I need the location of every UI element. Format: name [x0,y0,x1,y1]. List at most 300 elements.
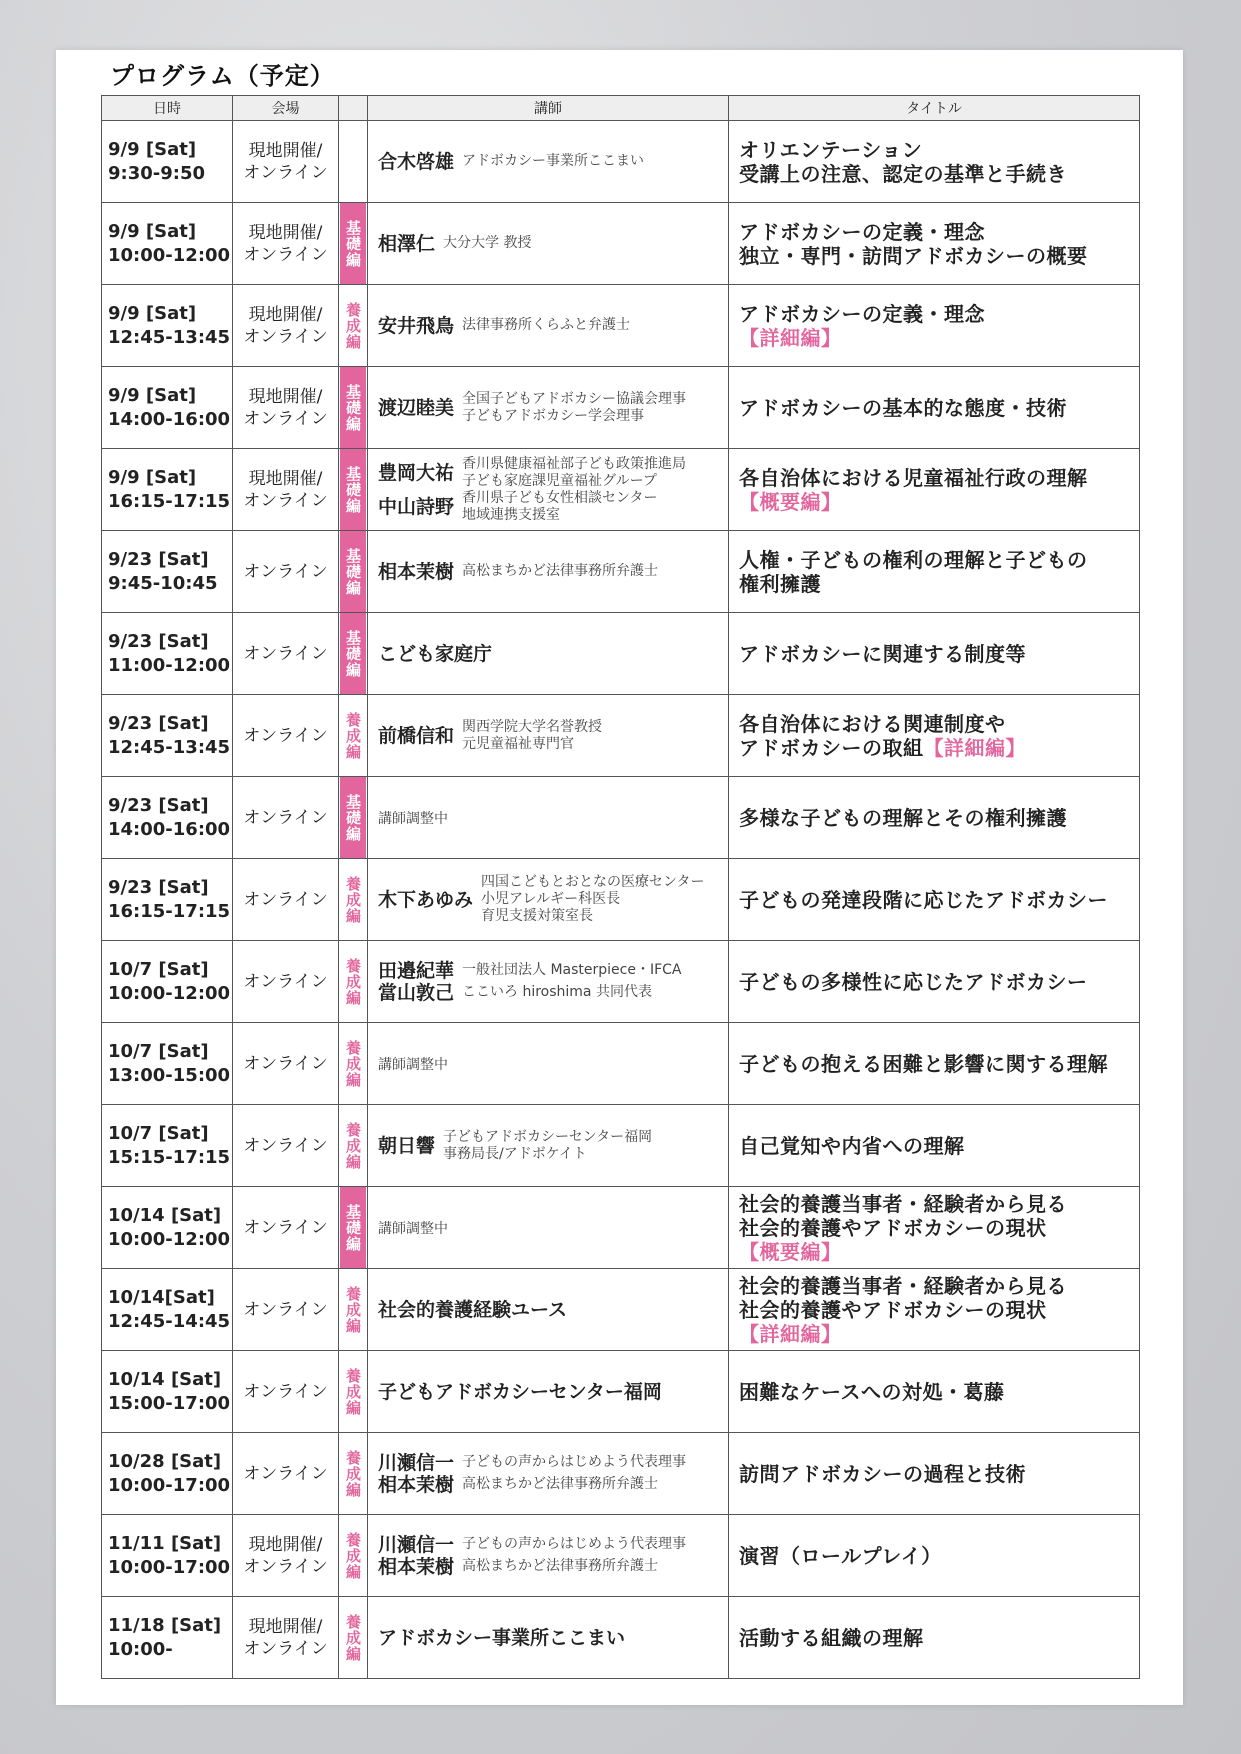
lecturer-cell [368,285,729,367]
lecturer-affiliation [462,490,657,524]
venue-line: オンライン [243,1638,328,1659]
type-badge-text: 養成編 [344,711,362,760]
date-cell [102,1105,233,1187]
title-cell [729,1187,1140,1269]
date-cell [102,1515,233,1597]
venue-cell [233,121,339,203]
venue-cell [233,1023,339,1105]
lecturer-cell [368,1597,729,1679]
lecturer-cell [368,1515,729,1597]
lecturer-cell [368,1023,729,1105]
session-time: 14:00-16:00 [108,408,231,430]
table-row [102,695,1140,777]
affiliation-line: 四国こどもとおとなの医療センター [481,874,705,890]
session-date: 9/9 [Sat] [108,220,197,242]
title-line: 多様な子どもの理解とその権利擁護 [739,805,1067,830]
type-badge [340,1187,366,1268]
title-line: 独立・専門・訪問アドボカシーの概要 [739,243,1088,268]
title-cell [729,859,1140,941]
title-line: アドボカシーの定義・理念 [739,301,985,326]
venue-line: オンライン [243,1463,328,1484]
table-row [102,203,1140,285]
program-table [101,95,1140,1679]
type-badge-text: 養成編 [344,1285,362,1334]
lecturer-cell [368,449,729,531]
title-line: 子どもの発達段階に応じたアドボカシー [739,887,1108,912]
session-time: 14:00-16:00 [108,818,231,840]
title-cell [729,941,1140,1023]
lecturer-name: 子どもアドボカシーセンター福岡 [378,1380,662,1403]
session-date: 9/23 [Sat] [108,794,209,816]
session-date: 9/9 [Sat] [108,302,197,324]
session-date: 9/23 [Sat] [108,630,209,652]
type-badge-text: 基礎編 [344,383,362,432]
title-line: 社会的養護当事者・経験者から見る [739,1273,1067,1298]
type-badge-text: 基礎編 [344,1203,362,1252]
type-cell [339,613,368,695]
table-row [102,1187,1140,1269]
type-cell [339,285,368,367]
lecturer-name: アドボカシー事業所ここまい [378,1626,626,1649]
session-time: 13:00-15:00 [108,1064,231,1086]
title-line: アドボカシーの定義・理念 [739,219,985,244]
venue-line: オンライン [243,1381,328,1402]
type-badge [340,941,366,1022]
lecturer-name: 田邉紀華 [378,959,455,982]
type-badge [340,859,366,940]
date-cell [102,1187,233,1269]
type-badge [340,203,366,284]
title-cell [729,531,1140,613]
title-cell [729,613,1140,695]
type-cell [339,121,368,203]
type-badge-text: 養成編 [344,1531,362,1580]
title-line: 訪問アドボカシーの過程と技術 [739,1461,1026,1486]
lecturer-name: 相澤仁 [378,232,436,255]
date-cell [102,1433,233,1515]
session-date: 10/14 [Sat] [108,1204,222,1226]
type-badge [340,777,366,858]
lecturer-name: 合木啓雄 [378,150,455,173]
lecturer-entry [378,960,728,982]
table-row [102,1515,1140,1597]
venue-line: オンライン [243,1299,328,1320]
type-badge [340,367,366,448]
title-cell [729,777,1140,859]
lecturer-entry [378,151,728,173]
session-time: 10:00-12:00 [108,244,231,266]
venue-cell [233,695,339,777]
venue-cell [233,1515,339,1597]
date-cell [102,203,233,285]
type-cell [339,531,368,613]
venue-cell [233,1105,339,1187]
session-time: 10:00-12:00 [108,1228,231,1250]
venue-line: オンライン [243,162,328,183]
affiliation-line: 子どもアドボカシーセンター福岡 [443,1128,653,1145]
venue-cell [233,777,339,859]
venue-line: 現地開催/ [248,304,323,325]
lecturer-note: 講師調整中 [378,1056,448,1073]
type-cell [339,203,368,285]
table-row [102,285,1140,367]
venue-cell [233,531,339,613]
title-cell [729,695,1140,777]
session-date: 9/9 [Sat] [108,138,197,160]
title-line: 社会的養護当事者・経験者から見る [739,1191,1067,1216]
lecturer-name: 社会的養護経験ユース [378,1298,568,1321]
affiliation-line: 子ども家庭課児童福祉グループ [462,472,657,489]
title-line: アドボカシーの取組【詳細編】 [739,735,1026,760]
date-cell [102,1351,233,1433]
header-type [339,96,368,121]
date-cell [102,695,233,777]
type-cell [339,449,368,531]
lecturer-entry [378,982,728,1004]
session-date: 10/14 [Sat] [108,1368,222,1390]
type-badge [340,1023,366,1104]
type-badge [340,1597,366,1678]
title-line: 人権・子どもの権利の理解と子どもの [739,547,1088,572]
venue-cell [233,613,339,695]
lecturer-note: 講師調整中 [378,1220,448,1237]
date-cell [102,1269,233,1351]
lecturer-affiliation [462,962,682,979]
type-badge-text: 養成編 [344,1039,362,1088]
type-badge-text: 養成編 [344,1449,362,1498]
affiliation-line: 全国子どもアドボカシー協議会理事 [462,390,687,407]
date-cell [102,449,233,531]
type-cell [339,367,368,449]
type-cell [339,1433,368,1515]
lecturer-entry [378,315,728,337]
lecturer-affiliation [443,235,531,252]
table-header-row [102,96,1140,121]
lecturer-name: 相本茉樹 [378,560,455,583]
table-row [102,1269,1140,1351]
type-badge [340,695,366,776]
type-badge-text: 養成編 [344,875,362,924]
session-time: 16:15-17:15 [108,490,231,512]
lecturer-cell [368,1269,729,1351]
lecturer-name: 豊岡大祐 [378,461,455,484]
lecturer-entry [378,874,728,925]
session-date: 9/9 [Sat] [108,384,197,406]
lecturer-cell [368,859,729,941]
lecturer-entry [378,1452,728,1474]
type-badge-text: 基礎編 [344,219,362,268]
lecturer-affiliation [462,1476,658,1493]
session-time: 10:00-17:00 [108,1474,231,1496]
session-date: 11/18 [Sat] [108,1614,222,1636]
session-time: 12:45-13:45 [108,326,231,348]
table-row [102,777,1140,859]
type-badge-text: 養成編 [344,1367,362,1416]
lecturer-cell [368,1105,729,1187]
type-cell [339,859,368,941]
lecturer-affiliation [462,1558,658,1575]
session-time: 10:00-12:00 [108,982,231,1004]
session-date: 10/28 [Sat] [108,1450,222,1472]
session-date: 10/7 [Sat] [108,958,209,980]
page-title: プログラム（予定） [110,62,335,90]
type-badge-text: 基礎編 [344,465,362,514]
venue-line: オンライン [243,244,328,265]
lecturer-affiliation [462,1536,686,1553]
venue-line: オンライン [243,326,328,347]
title-cell [729,121,1140,203]
lecturer-affiliation [462,563,658,580]
title-line: オリエンテーション [739,137,923,162]
session-time: 11:00-12:00 [108,654,231,676]
title-tag: 【詳細編】 [923,735,1026,760]
venue-line: オンライン [243,889,328,910]
lecturer-cell [368,1351,729,1433]
lecturer-entry [378,1627,728,1649]
venue-line: オンライン [243,1053,328,1074]
lecturer-name: 渡辺睦美 [378,396,455,419]
title-line: 社会的養護やアドボカシーの現状 [739,1297,1047,1322]
session-time: 9:30-9:50 [108,162,206,184]
lecturer-cell [368,613,729,695]
venue-line: 現地開催/ [248,1534,323,1555]
type-badge-text: 養成編 [344,957,362,1006]
venue-line: オンライン [243,1556,328,1577]
lecturer-affiliation [443,1129,652,1163]
title-line: 困難なケースへの対処・葛藤 [739,1379,1005,1404]
table-row [102,941,1140,1023]
venue-cell [233,1433,339,1515]
type-cell [339,777,368,859]
lecturer-name: 安井飛鳥 [378,314,455,337]
affiliation-line: 高松まちかど法律事務所弁護士 [462,1476,659,1492]
lecturer-cell [368,1433,729,1515]
title-cell [729,285,1140,367]
lecturer-cell [368,1187,729,1269]
venue-line: オンライン [243,490,328,511]
lecturer-name: 相本茉樹 [378,1555,455,1578]
lecturer-affiliation [481,874,704,925]
title-tag: 【概要編】 [739,489,842,514]
table-row [102,1023,1140,1105]
title-line: アドボカシーの基本的な態度・技術 [739,395,1067,420]
type-badge [340,531,366,612]
title-tag: 【詳細編】 [739,1321,842,1346]
lecturer-entry [378,1129,728,1163]
lecturer-affiliation [462,1454,686,1471]
header-venue: 会場 [233,96,339,121]
type-badge [340,285,366,366]
session-time: 9:45-10:45 [108,572,218,594]
lecturer-name: 木下あゆみ [378,888,474,911]
venue-line: 現地開催/ [248,468,323,489]
type-badge-text: 基礎編 [344,793,362,842]
affiliation-line: 地域連携支援室 [462,506,561,523]
type-cell [339,1515,368,1597]
lecturer-entry [378,1474,728,1496]
title-cell [729,1515,1140,1597]
affiliation-line: 育児支援対策室長 [481,908,594,924]
venue-cell [233,203,339,285]
title-tag: 【概要編】 [739,1239,842,1264]
title-cell [729,1597,1140,1679]
lecturer-name: 川瀬信一 [378,1451,455,1474]
type-cell [339,695,368,777]
header-title: タイトル [729,96,1140,121]
table-row [102,531,1140,613]
venue-line: オンライン [243,561,328,582]
title-cell [729,367,1140,449]
date-cell [102,531,233,613]
lecturer-entry [378,1299,728,1321]
session-time: 12:45-13:45 [108,736,231,758]
affiliation-line: 事務局長/アドボケイト [443,1145,587,1162]
title-cell [729,1105,1140,1187]
lecturer-affiliation [462,153,644,170]
title-line: 演習（ロールプレイ） [739,1543,942,1568]
lecturer-cell [368,941,729,1023]
session-time: 10:00- [108,1638,173,1660]
affiliation-line: 香川県子ども女性相談センター [462,489,658,506]
date-cell [102,777,233,859]
affiliation-line: ここいろ hiroshima 共同代表 [462,984,652,1000]
title-line: 各自治体における関連制度や [739,711,1006,736]
lecturer-entry [378,561,728,583]
affiliation-line: アドボカシー事業所ここまい [462,153,645,169]
lecturer-name: 當山敦己 [378,981,455,1004]
session-time: 15:00-17:00 [108,1392,231,1414]
lecturer-note: 講師調整中 [378,810,448,827]
lecturer-name: 相本茉樹 [378,1473,455,1496]
affiliation-line: 一般社団法人 Masterpiece・IFCA [462,962,682,978]
lecturer-affiliation [462,391,686,425]
venue-line: オンライン [243,408,328,429]
venue-line: オンライン [243,643,328,664]
date-cell [102,859,233,941]
lecturer-entry [378,233,728,255]
session-time: 15:15-17:15 [108,1146,231,1168]
lecturer-entry [378,490,728,524]
type-badge [340,613,366,694]
title-cell [729,1351,1140,1433]
title-line: 各自治体における児童福祉行政の理解 [739,465,1088,490]
title-cell [729,203,1140,285]
lecturer-entry [378,1534,728,1556]
venue-cell [233,285,339,367]
title-line: 子どもの多様性に応じたアドボカシー [739,969,1088,994]
venue-line: オンライン [243,971,328,992]
session-date: 10/7 [Sat] [108,1040,209,1062]
title-line: 自己覚知や内省への理解 [739,1133,965,1158]
type-badge-text: 養成編 [344,1121,362,1170]
session-time: 12:45-14:45 [108,1310,231,1332]
session-date: 9/23 [Sat] [108,712,209,734]
lecturer-affiliation [462,456,686,490]
table-row [102,367,1140,449]
type-badge-text: 基礎編 [344,547,362,596]
affiliation-line: 子どもの声からはじめよう代表理事 [462,1454,687,1470]
lecturer-name: こども家庭庁 [378,642,493,665]
type-cell [339,1269,368,1351]
title-line: アドボカシーに関連する制度等 [739,641,1026,666]
affiliation-line: 法律事務所くらふと弁護士 [462,317,631,333]
date-cell [102,121,233,203]
title-cell [729,1269,1140,1351]
type-cell [339,1597,368,1679]
venue-cell [233,449,339,531]
lecturer-name: 朝日響 [378,1134,436,1157]
venue-cell [233,859,339,941]
lecturer-affiliation [462,317,630,334]
title-line: 受講上の注意、認定の基準と手続き [739,161,1067,186]
lecturer-cell [368,531,729,613]
title-tag: 【詳細編】 [739,325,842,350]
table-body [102,121,1140,1679]
type-badge-text: 養成編 [344,301,362,350]
lecturer-name: 前橋信和 [378,724,455,747]
table-row [102,613,1140,695]
venue-line: 現地開催/ [248,222,323,243]
table-row [102,859,1140,941]
venue-cell [233,1269,339,1351]
type-badge [340,1269,366,1350]
lecturer-cell [368,695,729,777]
title-cell [729,449,1140,531]
affiliation-line: 高松まちかど法律事務所弁護士 [462,1558,659,1574]
affiliation-line: 子どもアドボカシー学会理事 [462,407,645,424]
session-time: 10:00-17:00 [108,1556,231,1578]
type-badge-text: 養成編 [344,1613,362,1662]
type-badge [340,1351,366,1432]
lecturer-affiliation [462,984,652,1001]
table-row [102,449,1140,531]
type-badge-text: 基礎編 [344,629,362,678]
date-cell [102,1023,233,1105]
table-row [102,1433,1140,1515]
title-cell [729,1023,1140,1105]
session-date: 9/23 [Sat] [108,548,209,570]
type-badge [340,1105,366,1186]
table-row [102,121,1140,203]
title-cell [729,1433,1140,1515]
type-cell [339,1105,368,1187]
venue-line: オンライン [243,1135,328,1156]
lecturer-name: 川瀬信一 [378,1533,455,1556]
venue-cell [233,1597,339,1679]
table-row [102,1105,1140,1187]
affiliation-line: 大分大学 教授 [443,235,532,251]
venue-line: 現地開催/ [248,386,323,407]
affiliation-line: 子どもの声からはじめよう代表理事 [462,1536,687,1552]
title-line: 活動する組織の理解 [739,1625,924,1650]
lecturer-cell [368,121,729,203]
title-line: 権利擁護 [739,571,821,596]
title-line: 子どもの抱える困難と影響に関する理解 [739,1051,1108,1076]
table-row [102,1597,1140,1679]
venue-line: オンライン [243,807,328,828]
venue-line: 現地開催/ [248,1616,323,1637]
date-cell [102,367,233,449]
lecturer-cell [368,203,729,285]
type-badge [340,1515,366,1596]
lecturer-entry [378,719,728,753]
type-cell [339,1187,368,1269]
header-lecturer: 講師 [368,96,729,121]
type-badge [340,449,366,530]
title-line: 社会的養護やアドボカシーの現状 [739,1215,1047,1240]
affiliation-line: 元児童福祉専門官 [462,735,575,752]
lecturer-name: 中山詩野 [378,495,455,518]
